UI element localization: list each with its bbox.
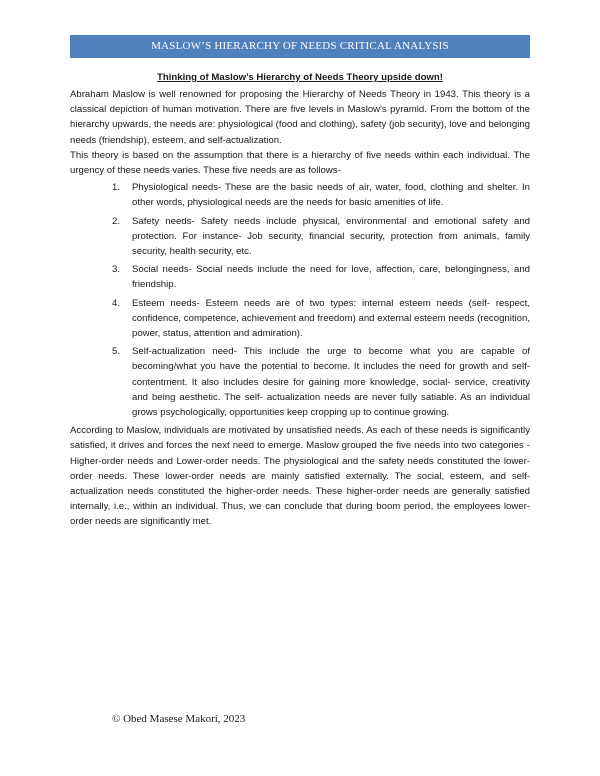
list-item-text: Esteem needs- Esteem needs are of two types: internal esteem needs (self- respect, confidence, competence, achievement and freedom) and external esteem needs (recognition, power, status, attention and admiration).: [132, 297, 530, 340]
list-item-number: 3.: [112, 264, 121, 276]
conclusion-paragraph: According to Maslow, individuals are motivated by unsatisfied needs. As each of these needs is significantly satisfied, it drives and forces the next need to emerge. Maslow grouped the five needs into two categories - Higher-order needs and Lower-order needs. The physiological and the safety needs constituted the lower-order needs. These lower-order needs are mainly satisfied externally. The social, esteem, and self-actualization needs constituted the higher-order needs. These higher-order needs are generally satisfied internally, i.e., within an individual. Thus, we can conclude that during boom period, the employees lower-order needs are significantly met.: [70, 425, 530, 528]
header-banner: [70, 35, 530, 58]
list-item-number: 1.: [112, 182, 121, 194]
list-item-number: 5.: [112, 346, 121, 358]
copyright-footer: © Obed Masese Makori, 2023: [112, 713, 246, 725]
list-item: [112, 344, 530, 420]
document-title: Thinking of Maslow’s Hierarchy of Needs Theory upside down!: [157, 72, 443, 83]
list-item-text: Physiological needs- These are the basic needs of air, water, food, clothing and shelter. In other words, physiological needs are the needs for basic amenities of life.: [132, 182, 530, 209]
list-item-text: Social needs- Social needs include the need for love, affection, care, belongingness, and friendship.: [132, 264, 530, 291]
list-item: [112, 214, 530, 260]
document-body: [70, 70, 530, 530]
list-item-text: Safety needs- Safety needs include physical, environmental and emotional safety and protection. For instance- Job security, financial security, protection from animals, family security, health security, etc.: [132, 215, 530, 258]
list-item-number: 2.: [112, 215, 121, 227]
list-item: [112, 296, 530, 342]
needs-list: [70, 180, 530, 420]
assumption-paragraph: This theory is based on the assumption that there is a hierarchy of five needs within each individual. The urgency of these needs varies. These five needs are as follows-: [70, 149, 530, 177]
list-item-number: 4.: [112, 297, 121, 309]
header-title: MASLOW’S HIERARCHY OF NEEDS CRITICAL ANALYSIS: [151, 40, 449, 52]
list-item: [112, 180, 530, 210]
list-item: [112, 262, 530, 292]
list-item-text: Self-actualization need- This include the urge to become what you are capable of becoming/what you have the potential to become. It includes the need for growth and self-contentment. It also includes desire for gaining more knowledge, social- service, creativity and being aesthetic. The self- actualization needs are never fully satiable. As an individual grows psychologically, opportunities keep cropping up to continue growing.: [132, 346, 530, 419]
intro-paragraph: Abraham Maslow is well renowned for proposing the Hierarchy of Needs Theory in 1943. This theory is a classical depiction of human motivation. There are five levels in Maslow's pyramid. From the bottom of the hierarchy upwards, the needs are: physiological (food and clothing), safety (job security), love and belonging needs (friendship), esteem, and self-actualization.: [70, 89, 530, 146]
